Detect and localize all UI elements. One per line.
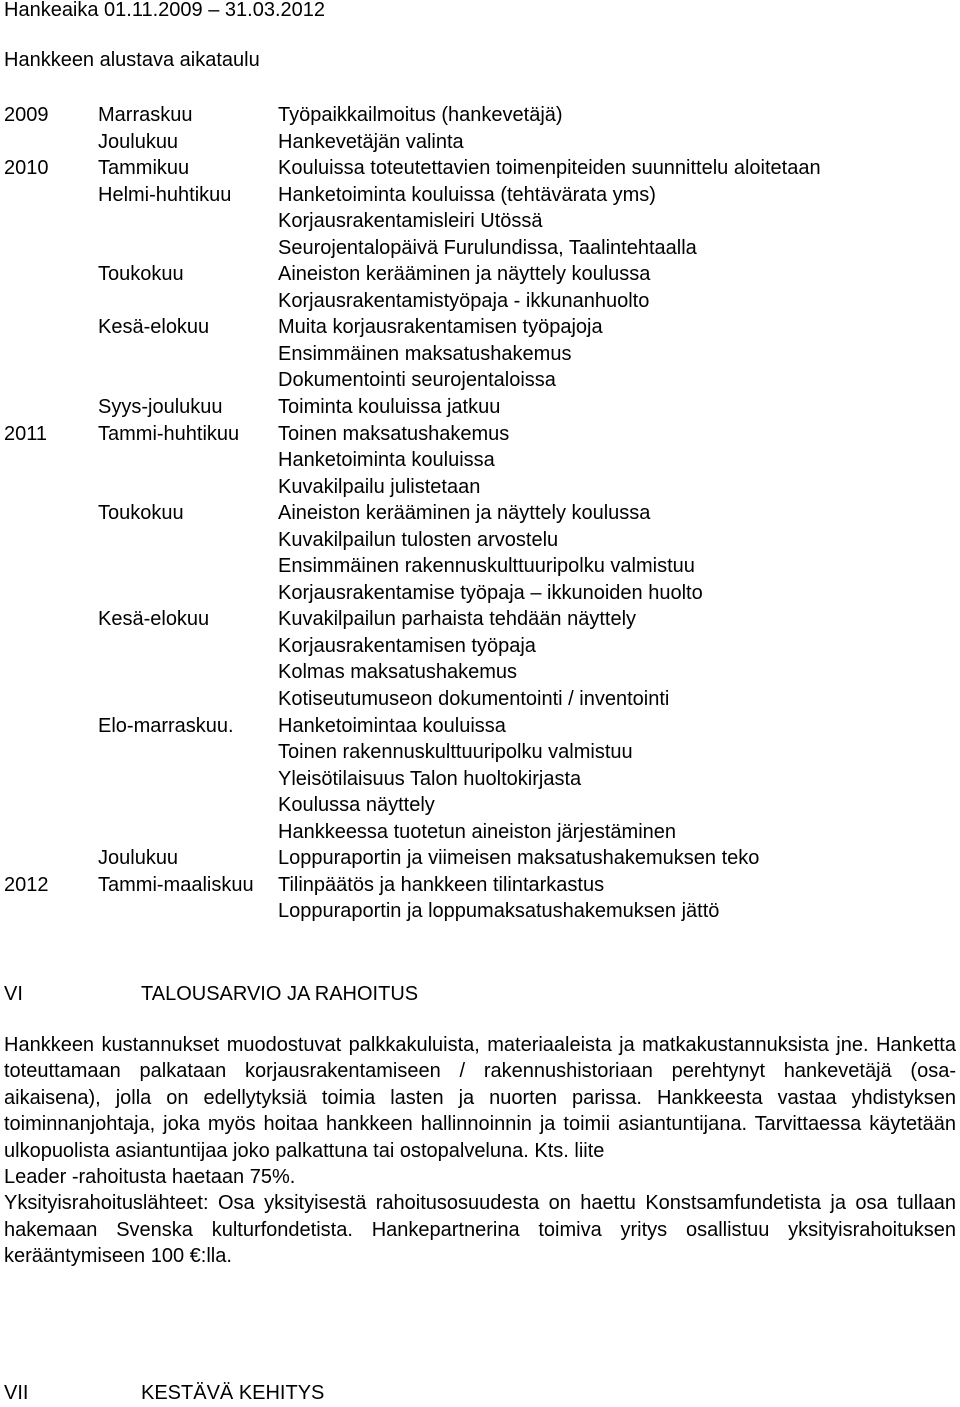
schedule-activity: Ensimmäinen maksatushakemus <box>278 342 572 365</box>
schedule-row <box>4 102 954 129</box>
schedule-activity: Työpaikkailmoitus (hankevetäjä) <box>278 104 563 126</box>
schedule-activity: Kolmas maksatushakemus <box>278 661 517 684</box>
schedule-activity: Aineiston kerääminen ja näyttely koulussa <box>278 502 651 525</box>
schedule-month: Kesä-elokuu <box>98 608 210 631</box>
schedule-month: Elo-marraskuu. <box>98 714 234 737</box>
schedule-row <box>4 606 954 633</box>
paragraph-costs: Hankkeen kustannukset muodostuvat palkkakuluista, materiaaleista ja matkakustannuksista jne. Hanketta toteuttamaan palkataan korjausrakentamiseen / rakennushistoriaan perehtynyt hankevetäjä (osa-aikaisena), jolla on edellytyksiä toimia lasten ja nuorten parissa. Hankkeesta vastaa yhdistyksen toiminnanjohtaja, joka myös hoitaa hankkeen hallinnoinnin ja toimii asiantuntijana. Tarvittaessa käytetään ulkopuolista asiantuntijaa joko palkattuna tai ostopalveluna. Kts. liite <box>4 1034 956 1162</box>
schedule-year: 2011 <box>4 422 48 445</box>
schedule-row <box>4 394 954 421</box>
schedule-activity: Korjausrakentamise työpaja – ikkunoiden huolto <box>278 581 703 604</box>
section-vi-heading <box>4 980 954 1008</box>
schedule-row <box>4 898 954 925</box>
schedule-row <box>4 527 954 554</box>
schedule-activity: Toinen rakennuskulttuuripolku valmistuu <box>278 741 633 764</box>
schedule-title: Hankkeen alustava aikataulu <box>4 49 260 71</box>
schedule-activity: Kouluissa toteutettavien toimenpiteiden suunnittelu aloitetaan <box>278 157 821 180</box>
schedule-activity: Kotiseutumuseon dokumentointi / inventointi <box>278 688 670 711</box>
schedule-row <box>4 659 954 686</box>
schedule-month: Tammikuu <box>98 157 190 180</box>
schedule-row <box>4 288 954 315</box>
schedule-activity: Seurojentalopäivä Furulundissa, Taalintehtaalla <box>278 236 697 259</box>
section-vi-body <box>4 1032 956 1270</box>
schedule-year: 2012 <box>4 873 49 896</box>
schedule-month: Helmi-huhtikuu <box>98 183 232 206</box>
schedule-activity: Korjausrakentamisleiri Utössä <box>278 210 543 233</box>
schedule-activity: Korjausrakentamisen työpaja <box>278 634 536 657</box>
schedule-activity: Tilinpäätös ja hankkeen tilintarkastus <box>278 873 605 896</box>
schedule-activity: Hanketoiminta kouluissa <box>278 449 495 472</box>
schedule-row <box>4 129 954 156</box>
schedule-activity: Hankevetäjän valinta <box>278 130 464 153</box>
schedule-row <box>4 182 954 209</box>
paragraph-private-funding: Yksityisrahoituslähteet: Osa yksityisestä rahoitusosuudesta on haettu Konstsamfundetista ja osa tullaan hakemaan Svenska kulturfondetista. Hankepartnerina toimiva yritys osallistuu yksityisrahoituksen kerääntymiseen 100 €:lla. <box>4 1192 956 1268</box>
schedule-row <box>4 261 954 288</box>
schedule-activity: Hankkeessa tuotetun aineiston järjestäminen <box>278 820 677 843</box>
schedule-row <box>4 235 954 262</box>
schedule-activity: Toinen maksatushakemus <box>278 422 510 445</box>
schedule-month: Joulukuu <box>98 847 179 870</box>
schedule-month: Toukokuu <box>98 263 184 286</box>
schedule-month: Toukokuu <box>98 502 184 525</box>
schedule-activity: Toiminta kouluissa jatkuu <box>278 396 501 419</box>
schedule-row <box>4 766 954 793</box>
schedule-month: Syys-joulukuu <box>98 396 223 419</box>
schedule-table <box>4 102 954 925</box>
schedule-activity: Hanketoiminta kouluissa (tehtävärata yms) <box>278 183 656 206</box>
schedule-activity: Kuvakilpailu julistetaan <box>278 475 481 498</box>
schedule-activity: Koulussa näyttely <box>278 794 435 817</box>
section-number: VI <box>4 983 23 1005</box>
schedule-row <box>4 739 954 766</box>
schedule-row <box>4 713 954 740</box>
schedule-row <box>4 500 954 527</box>
schedule-row <box>4 367 954 394</box>
schedule-month: Kesä-elokuu <box>98 316 210 339</box>
schedule-row <box>4 872 954 899</box>
schedule-month: Tammi-maaliskuu <box>98 873 254 896</box>
schedule-year: 2010 <box>4 157 49 180</box>
schedule-activity: Ensimmäinen rakennuskulttuuripolku valmistuu <box>278 555 695 578</box>
schedule-row <box>4 447 954 474</box>
schedule-row <box>4 686 954 713</box>
paragraph-leader: Leader -rahoitusta haetaan 75%. <box>4 1166 296 1189</box>
schedule-activity: Hanketoimintaa kouluissa <box>278 714 506 737</box>
schedule-activity: Yleisötilaisuus Talon huoltokirjasta <box>278 767 582 790</box>
section-title: KESTÄVÄ KEHITYS <box>141 1382 325 1404</box>
section-title: TALOUSARVIO JA RAHOITUS <box>141 983 419 1005</box>
schedule-month: Joulukuu <box>98 130 179 153</box>
schedule-activity: Loppuraportin ja viimeisen maksatushakemuksen teko <box>278 847 760 870</box>
section-vii-heading <box>4 1379 954 1407</box>
schedule-row <box>4 155 954 182</box>
project-period: Hankeaika 01.11.2009 – 31.03.2012 <box>4 0 326 21</box>
schedule-row <box>4 792 954 819</box>
schedule-month: Tammi-huhtikuu <box>98 422 240 445</box>
schedule-row <box>4 580 954 607</box>
schedule-activity: Aineiston kerääminen ja näyttely koulussa <box>278 263 651 286</box>
schedule-row <box>4 474 954 501</box>
schedule-activity: Loppuraportin ja loppumaksatushakemuksen jättö <box>278 900 720 923</box>
schedule-row <box>4 341 954 368</box>
schedule-activity: Kuvakilpailun tulosten arvostelu <box>278 528 559 551</box>
section-number: VII <box>4 1382 29 1404</box>
schedule-row <box>4 819 954 846</box>
schedule-row <box>4 421 954 448</box>
schedule-row <box>4 314 954 341</box>
schedule-row <box>4 208 954 235</box>
schedule-activity: Kuvakilpailun parhaista tehdään näyttely <box>278 608 637 631</box>
schedule-row <box>4 633 954 660</box>
schedule-activity: Dokumentointi seurojentaloissa <box>278 369 556 392</box>
schedule-row <box>4 845 954 872</box>
schedule-month: Marraskuu <box>98 104 193 126</box>
schedule-activity: Muita korjausrakentamisen työpajoja <box>278 316 603 339</box>
schedule-activity: Korjausrakentamistyöpaja - ikkunanhuolto <box>278 289 650 312</box>
schedule-row <box>4 553 954 580</box>
schedule-year: 2009 <box>4 104 49 126</box>
